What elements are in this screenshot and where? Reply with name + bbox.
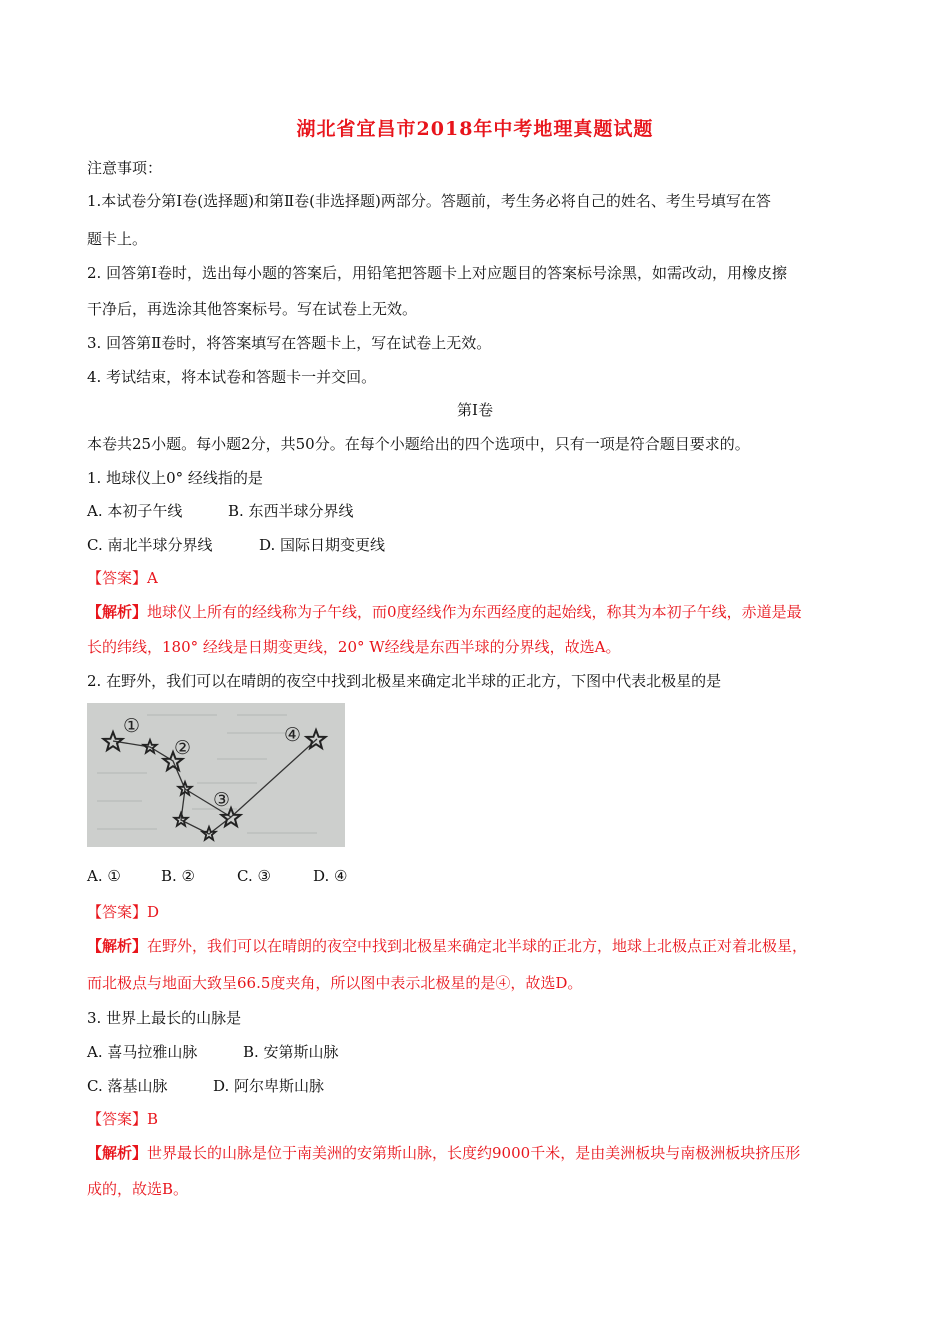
- question-3-options-row2: [87, 1075, 324, 1096]
- question-3-answer: 【答案】B: [87, 1110, 159, 1128]
- figure-label-1: ①: [123, 715, 141, 737]
- notice-item: 1.本试卷分第Ⅰ卷(选择题)和第Ⅱ卷(非选择题)两部分。答题前，考生务必将自己的姓名、考生号填写在答: [87, 192, 771, 210]
- option-a: A. ①: [87, 867, 121, 885]
- question-2-explanation: [87, 935, 807, 956]
- option-c: C. ③: [237, 867, 271, 885]
- option-a: A. 喜马拉雅山脉: [87, 1043, 198, 1061]
- explanation-label: 【解析】: [87, 1144, 148, 1162]
- option-d: D. 阿尔卑斯山脉: [213, 1077, 325, 1095]
- notice-heading: 注意事项：: [87, 159, 163, 177]
- question-3-options-row1: [87, 1041, 339, 1062]
- option-a: A. 本初子午线: [87, 502, 183, 520]
- option-b: B. 东西半球分界线: [228, 502, 354, 520]
- notice-item: 3. 回答第Ⅱ卷时，将答案填写在答题卡上，写在试卷上无效。: [87, 334, 492, 352]
- question-2-options: [87, 867, 347, 885]
- section-intro: 本卷共25小题。每小题2分，共50分。在每个小题给出的四个选项中，只有一项是符合题目要求的。: [87, 435, 750, 453]
- question-2-answer: 【答案】D: [87, 903, 160, 921]
- section-title: 第Ⅰ卷: [457, 401, 493, 419]
- notice-item: 2. 回答第Ⅰ卷时，选出每小题的答案后，用铅笔把答题卡上对应题目的答案标号涂黑，如需改动，用橡皮擦: [87, 264, 788, 282]
- notice-item: 题卡上。: [87, 230, 148, 248]
- explanation-text: 在野外，我们可以在晴朗的夜空中找到北极星来确定北半球的正北方，地球上北极点正对着北极星，: [147, 937, 808, 955]
- question-1-options-row2: [87, 534, 385, 555]
- figure-label-4: ④: [284, 724, 302, 746]
- notice-item: 干净后，再选涂其他答案标号。写在试卷上无效。: [87, 300, 418, 318]
- option-c: C. 落基山脉: [87, 1077, 168, 1095]
- question-2-explanation-cont: 而北极点与地面大致呈66.5度夹角，所以图中表示北极星的是④，故选D。: [87, 974, 583, 992]
- option-c: C. 南北半球分界线: [87, 536, 213, 554]
- option-b: B. 安第斯山脉: [243, 1043, 339, 1061]
- question-1-options-row1: [87, 500, 354, 521]
- question-2-stem: 2. 在野外，我们可以在晴朗的夜空中找到北极星来确定北半球的正北方，下图中代表北极星的是: [87, 672, 722, 690]
- figure-label-2: ②: [174, 737, 192, 759]
- question-1-stem: 1. 地球仪上0° 经线指的是: [87, 469, 263, 487]
- question-3-explanation-cont: 成的，故选B。: [87, 1180, 189, 1198]
- question-1-explanation-cont: 长的纬线，180° 经线是日期变更线，20° W经线是东西半球的分界线，故选A。: [87, 638, 621, 656]
- constellation-figure: [87, 703, 345, 847]
- explanation-text: 地球仪上所有的经线称为子午线，而0度经线作为东西经度的起始线，称其为本初子午线，赤道是最: [147, 603, 802, 621]
- page-title: 湖北省宜昌市2018年中考地理真题试题: [296, 118, 654, 140]
- explanation-label: 【解析】: [87, 603, 148, 621]
- option-d: D. ④: [313, 867, 348, 885]
- option-b: B. ②: [161, 867, 196, 885]
- figure-label-3: ③: [213, 789, 231, 811]
- notice-item: 4. 考试结束，将本试卷和答题卡一并交回。: [87, 368, 377, 386]
- explanation-text: 世界最长的山脉是位于南美洲的安第斯山脉，长度约9000千米，是由美洲板块与南极洲板块挤压形: [147, 1144, 801, 1162]
- question-1-answer: 【答案】A: [87, 569, 158, 587]
- question-3-explanation: [87, 1142, 800, 1163]
- question-3-stem: 3. 世界上最长的山脉是: [87, 1009, 242, 1027]
- explanation-label: 【解析】: [87, 937, 148, 955]
- question-1-explanation: [87, 601, 802, 622]
- option-d: D. 国际日期变更线: [259, 536, 386, 554]
